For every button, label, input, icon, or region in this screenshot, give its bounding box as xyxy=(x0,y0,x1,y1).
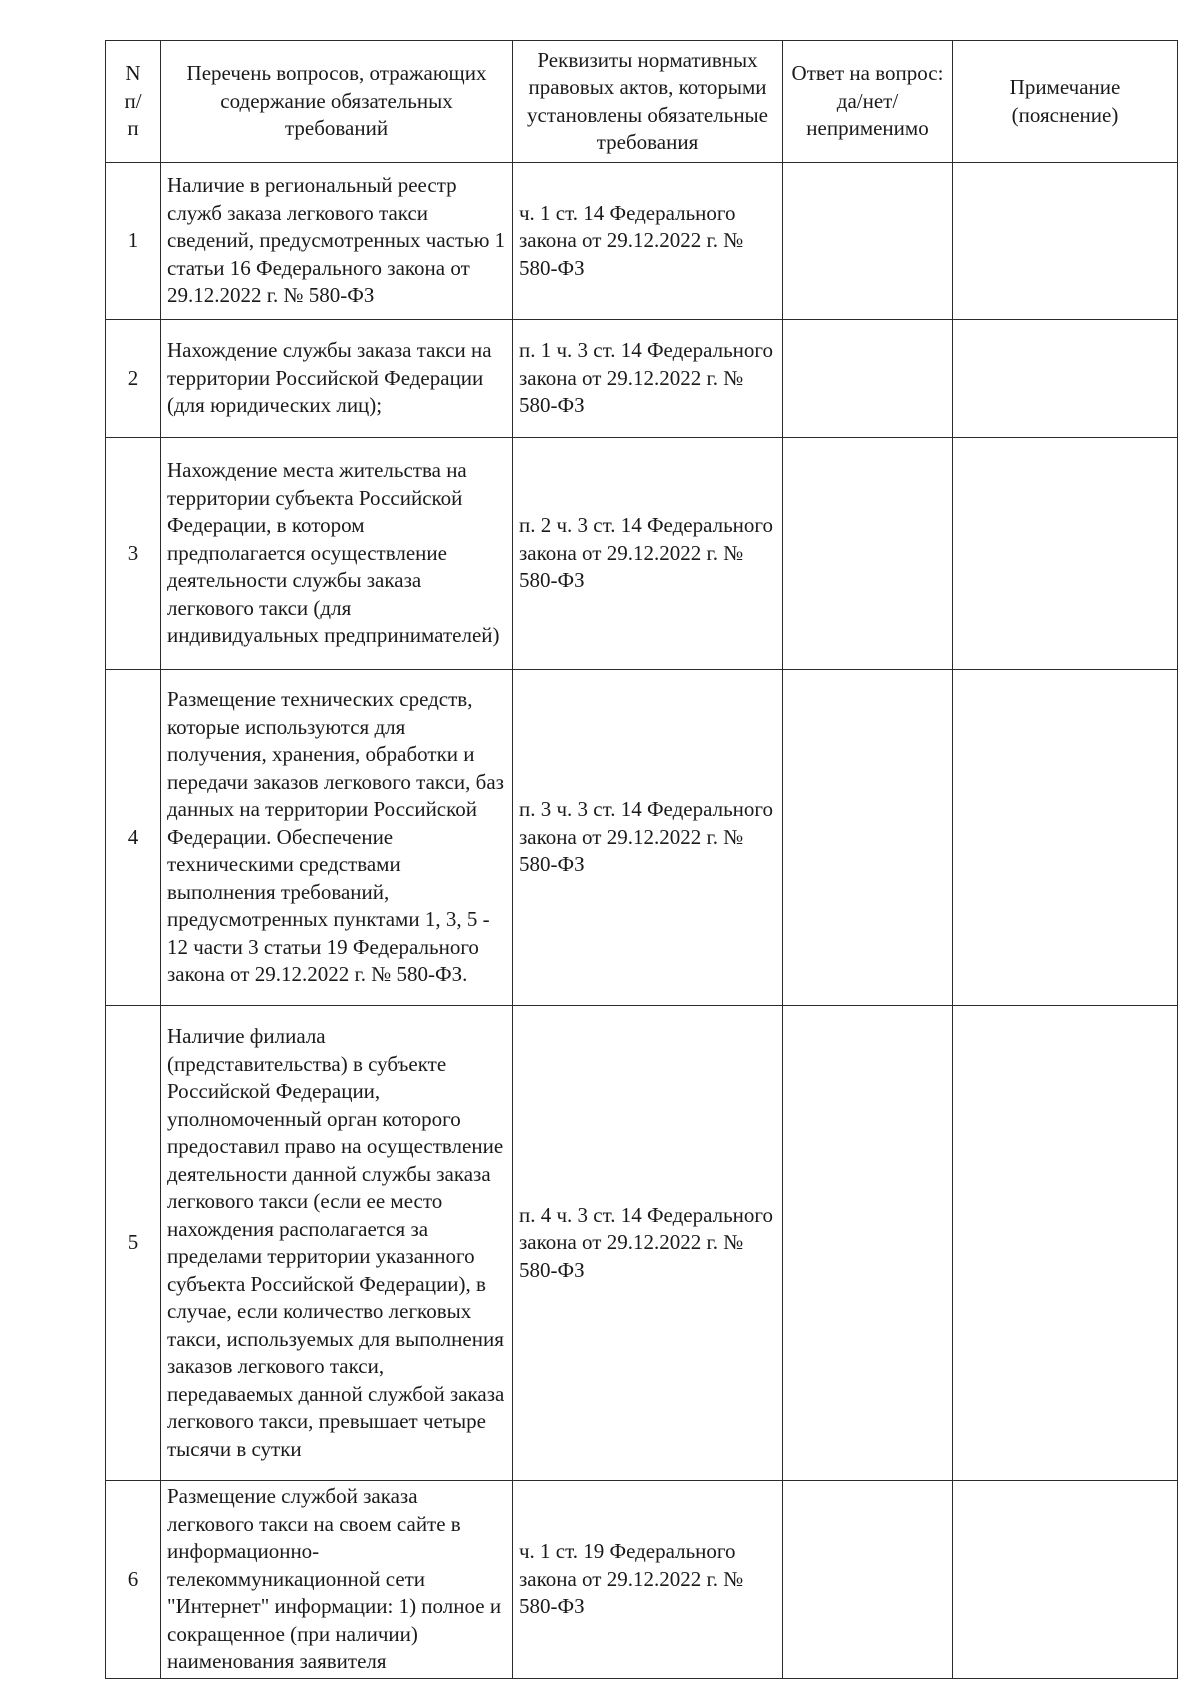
row-answer-cell[interactable] xyxy=(783,163,953,320)
row-answer-cell[interactable] xyxy=(783,438,953,670)
row-note-cell[interactable] xyxy=(953,438,1178,670)
row-note[interactable] xyxy=(959,440,1171,667)
row-note-cell[interactable] xyxy=(953,163,1178,320)
row-answer-cell[interactable] xyxy=(783,670,953,1006)
checklist-table xyxy=(105,40,1178,1679)
row-answer[interactable] xyxy=(789,672,946,1003)
row-num: 1 xyxy=(106,163,161,320)
row-answer[interactable] xyxy=(789,1483,946,1676)
row-note[interactable] xyxy=(959,1008,1171,1478)
row-num: 5 xyxy=(106,1006,161,1481)
row-law: п. 4 ч. 3 ст. 14 Федерального закона от 29.12.2022 г. № 580-ФЗ xyxy=(513,1006,783,1481)
row-question: Наличие в региональный реестр служб заказа легкового такси сведений, предусмотренных частью 1 статьи 16 Федерального закона от 29.12.2022 г. № 580-ФЗ xyxy=(161,163,513,320)
row-law: п. 2 ч. 3 ст. 14 Федерального закона от 29.12.2022 г. № 580-ФЗ xyxy=(513,438,783,670)
header-num: N п/ п xyxy=(106,41,161,163)
row-answer[interactable] xyxy=(789,165,946,317)
row-answer-cell[interactable] xyxy=(783,1006,953,1481)
row-answer[interactable] xyxy=(789,322,946,435)
row-note[interactable] xyxy=(959,672,1171,1003)
row-question: Размещение технических средств, которые используются для получения, хранения, обработки и передачи заказов легкового такси, баз данных на территории Российской Федерации. Обеспечение техническими средствами выполнения требований, предусмотренных пунктами 1, 3, 5 - 12 части 3 статьи 19 Федерального закона от 29.12.2022 г. № 580-ФЗ. xyxy=(161,670,513,1006)
table-row xyxy=(106,670,1178,1006)
table-row xyxy=(106,1481,1178,1679)
row-question: Нахождение службы заказа такси на территории Российской Федерации (для юридических лиц); xyxy=(161,320,513,438)
row-note-cell[interactable] xyxy=(953,1006,1178,1481)
row-law: ч. 1 ст. 14 Федерального закона от 29.12.2022 г. № 580-ФЗ xyxy=(513,163,783,320)
row-num: 2 xyxy=(106,320,161,438)
row-note[interactable] xyxy=(959,322,1171,435)
row-num: 4 xyxy=(106,670,161,1006)
row-note-cell[interactable] xyxy=(953,320,1178,438)
document-page xyxy=(105,40,1177,1673)
table-row xyxy=(106,163,1178,320)
row-note-cell[interactable] xyxy=(953,1481,1178,1679)
table-header-row xyxy=(106,41,1178,163)
row-question: Нахождение места жительства на территории субъекта Российской Федерации, в котором предполагается осуществление деятельности службы заказа легкового такси (для индивидуальных предпринимателей) xyxy=(161,438,513,670)
header-answer: Ответ на вопрос: да/нет/ неприменимо xyxy=(783,41,953,163)
header-note: Примечание (пояснение) xyxy=(953,41,1178,163)
row-answer-cell[interactable] xyxy=(783,320,953,438)
header-question: Перечень вопросов, отражающих содержание обязательных требований xyxy=(161,41,513,163)
row-note-cell[interactable] xyxy=(953,670,1178,1006)
table-row xyxy=(106,320,1178,438)
row-answer[interactable] xyxy=(789,1008,946,1478)
row-num: 3 xyxy=(106,438,161,670)
header-law: Реквизиты нормативных правовых актов, которыми установлены обязательные требования xyxy=(513,41,783,163)
table-row xyxy=(106,438,1178,670)
row-question: Наличие филиала (представительства) в субъекте Российской Федерации, уполномоченный орган которого предоставил право на осуществление деятельности данной службы заказа легкового такси (если ее место нахождения располагается за пределами территории указанного субъекта Российской Федерации), в случае, если количество легковых такси, используемых для выполнения заказов легкового такси, передаваемых данной службой заказа легкового такси, превышает четыре тысячи в сутки xyxy=(161,1006,513,1481)
row-note[interactable] xyxy=(959,165,1171,317)
table-row xyxy=(106,1006,1178,1481)
row-answer-cell[interactable] xyxy=(783,1481,953,1679)
row-law: п. 1 ч. 3 ст. 14 Федерального закона от 29.12.2022 г. № 580-ФЗ xyxy=(513,320,783,438)
row-law: ч. 1 ст. 19 Федерального закона от 29.12.2022 г. № 580-ФЗ xyxy=(513,1481,783,1679)
row-note[interactable] xyxy=(959,1483,1171,1676)
row-num: 6 xyxy=(106,1481,161,1679)
row-answer[interactable] xyxy=(789,440,946,667)
row-question: Размещение службой заказа легкового такси на своем сайте в информационно-телекоммуникационной сети "Интернет" информации: 1) полное и сокращенное (при наличии) наименования заявителя xyxy=(161,1481,513,1679)
row-law: п. 3 ч. 3 ст. 14 Федерального закона от 29.12.2022 г. № 580-ФЗ xyxy=(513,670,783,1006)
